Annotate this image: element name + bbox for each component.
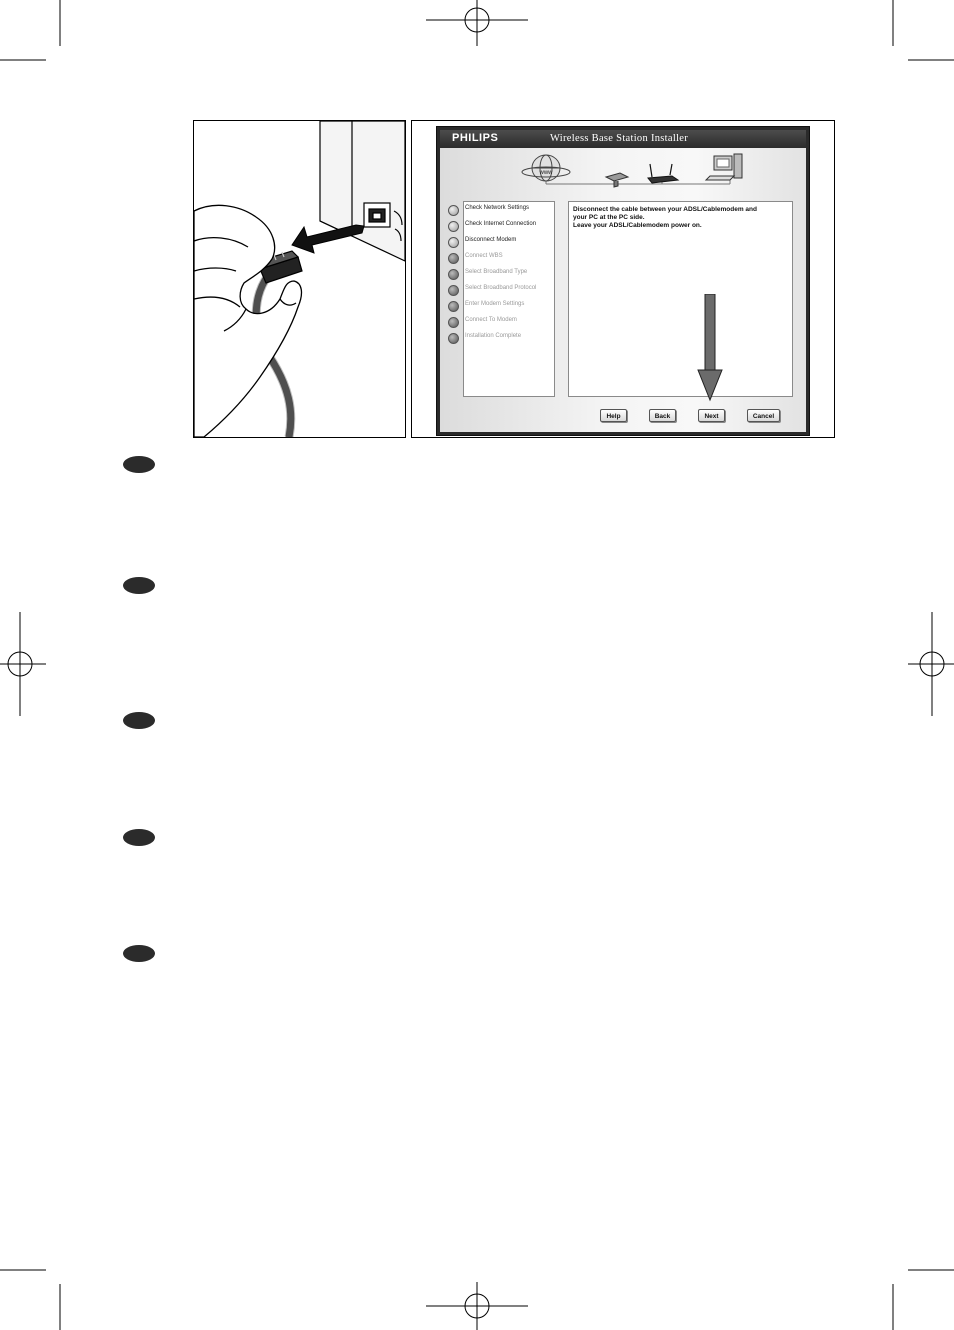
language-badge: [123, 712, 155, 729]
step-label: Connect WBS: [465, 253, 503, 259]
step-status-icon: [448, 221, 459, 232]
back-button[interactable]: Back: [649, 409, 676, 422]
step-label: Select Broadband Type: [465, 269, 528, 275]
step-enter-modem-settings: [448, 301, 568, 313]
step-connect-wbs: [448, 253, 568, 265]
step-select-broadband-protocol: [448, 285, 568, 297]
computer-icon: [706, 154, 742, 180]
modem-icon: [606, 173, 628, 187]
instruction-line-2: your PC at the PC side.: [573, 214, 645, 221]
pointer-arrow-icon: [697, 294, 723, 404]
step-installation-complete: [448, 333, 568, 345]
step-status-icon: [448, 237, 459, 248]
step-select-broadband-type: [448, 269, 568, 281]
cancel-button[interactable]: Cancel: [747, 409, 780, 422]
window-title: Wireless Base Station Installer: [550, 133, 689, 144]
router-icon: [648, 164, 678, 183]
step-status-icon: [448, 317, 459, 328]
step-check-network-settings: [448, 205, 568, 217]
title-bar: [440, 130, 806, 148]
instruction-line-3: Leave your ADSL/Cablemodem power on.: [573, 222, 702, 229]
instruction-panel: [568, 201, 793, 397]
unplug-illustration: [193, 120, 406, 438]
step-disconnect-modem: [448, 237, 568, 249]
step-status-icon: [448, 205, 459, 216]
brand-logo: PHILIPS: [452, 132, 499, 144]
unplug-arrow-icon: [292, 225, 364, 253]
step-status-icon: [448, 285, 459, 296]
step-label: Installation Complete: [465, 333, 522, 339]
language-badge: [123, 829, 155, 846]
step-status-icon: [448, 301, 459, 312]
installer-window: [436, 126, 810, 436]
step-status-icon: [448, 269, 459, 280]
step-label: Enter Modem Settings: [465, 301, 525, 307]
language-badge: [123, 945, 155, 962]
step-label: Check Internet Connection: [465, 221, 537, 227]
next-button[interactable]: Next: [698, 409, 725, 422]
svg-text:www: www: [539, 170, 553, 176]
step-check-internet-connection: [448, 221, 568, 233]
step-status-icon: [448, 333, 459, 344]
step-label: Check Network Settings: [465, 205, 530, 211]
installer-body: [440, 130, 806, 432]
step-label: Connect To Modem: [465, 317, 517, 323]
globe-icon: [522, 155, 570, 181]
language-badge: [123, 456, 155, 473]
step-status-icon: [448, 253, 459, 264]
instruction-line-1: Disconnect the cable between your ADSL/Cablemodem and: [573, 206, 757, 213]
language-badge: [123, 577, 155, 594]
step-label: Disconnect Modem: [465, 237, 517, 243]
step-connect-to-modem: [448, 317, 568, 329]
network-topology: [510, 152, 750, 198]
help-button[interactable]: Help: [600, 409, 627, 422]
installer-screenshot: [411, 120, 835, 438]
step-label: Select Broadband Protocol: [465, 285, 537, 291]
